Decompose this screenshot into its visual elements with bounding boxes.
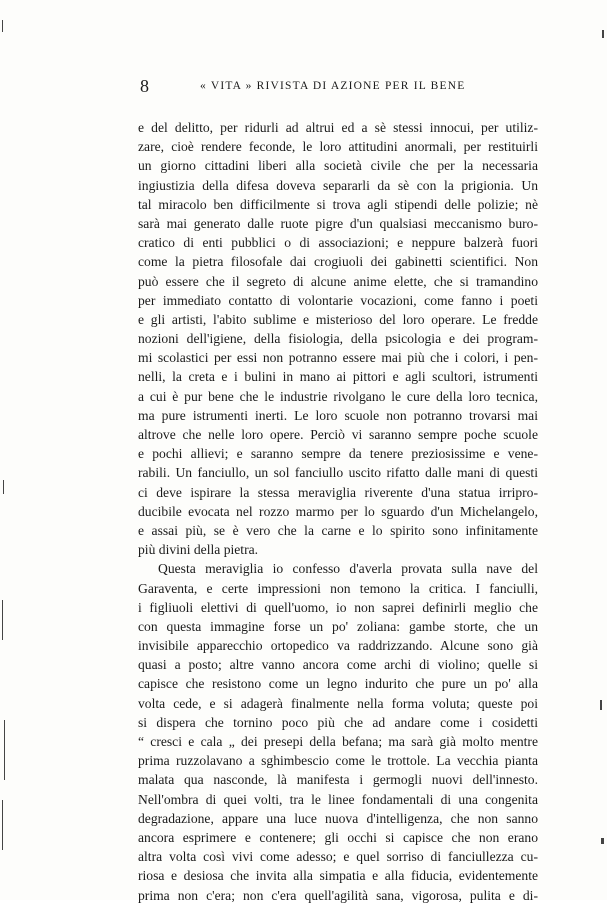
text-line: più divini della pietra. [138, 542, 259, 558]
text-line: “ cresci e cala „ dei presepi della befana; ma sarà già molto mentre [138, 734, 538, 749]
text-line: prima non c'era; non c'era quell'agilità sana, vigorosa, pulita e di- [138, 887, 538, 903]
text-line: nozioni dell'igiene, della fisiologia, della psicologia e dei program- [138, 331, 538, 347]
text-line: a cui è pur bene che le industrie rivolgano le cure della loro tecnica, [138, 388, 538, 404]
text-line: con questa immagine forse un po' zoliana: gambe storte, che un [138, 618, 538, 634]
scan-edge-mark [2, 800, 3, 850]
text-line: i figliuoli elettivi di quell'uomo, io non saprei definirli meglio che [138, 599, 538, 615]
scan-edge-mark [3, 480, 4, 494]
text-line: e del delitto, per ridurli ad altrui ed a sè stessi innocui, per utiliz- [138, 120, 538, 135]
text-line: sarà mai generato dalle ruote pigre d'un qualsiasi meccanismo buro- [138, 215, 538, 231]
page-number: 8 [140, 76, 149, 96]
text-line: ducibile evocata nel rozzo marmo per lo sguardo d'un Michelangelo, [138, 503, 538, 519]
text-line: altra volta così vivi come adesso; e quel sorriso di fanciullezza cu- [138, 849, 538, 865]
page-header [140, 76, 540, 96]
text-line: invisibile apparecchio ortopedico va raddrizzando. Alcune sono già [138, 638, 538, 654]
text-line: ingiustizia della difesa doveva separarli da sè con la prigionia. Un [138, 177, 538, 193]
text-line: volta cede, e si adagerà finalmente nella forma voluta; queste poi [138, 695, 538, 711]
scan-edge-mark [2, 600, 3, 640]
body-text [138, 118, 538, 905]
text-line: nelli, la creta e i bulini in mano ai pittori e agli scultori, istrumenti [138, 369, 538, 385]
text-line: e gli artisti, l'abito sublime e misterioso del loro operare. Le fredde [138, 311, 538, 327]
text-line: malata qua nasconde, là manifesta i germogli nuovi dell'innesto. [138, 772, 538, 788]
scan-edge-mark [600, 700, 602, 710]
text-line: un giorno cittadini liberi alla società civile che per la necessaria [138, 158, 538, 174]
text-line: ci deve ispirare la stessa meraviglia riverente d'una statua irripro- [138, 484, 538, 500]
text-line: si dispera che tornino poco più che ad andare come i cosidetti [138, 714, 538, 730]
text-line: riosa e desiosa che invita alla simpatia e alla fiducia, evidentemente [138, 868, 538, 884]
text-line: e assai più, se è vero che la carne e lo spirito sono infinitamente [138, 522, 538, 538]
scan-edge-mark [601, 838, 604, 844]
text-line: prima ruzzolavano a sghimbescio come le trottole. La vecchia pianta [138, 753, 538, 769]
text-line: quasi a posto; altre vanno ancora come archi di violino; quelle si [138, 657, 538, 673]
text-line: ma pure istrumenti inerti. Le loro scuole non potranno trovarsi mai [138, 407, 538, 423]
text-line: e pochi allievi; e saranno sempre da tenere preziosissime e vene- [138, 446, 538, 462]
text-line: tal miracolo ben difficilmente si trova agli stipendi delle polizie; nè [138, 196, 538, 212]
text-line: mi scolastici per essi non potranno essere mai più che i colori, i pen- [138, 350, 538, 366]
scan-edge-mark [4, 720, 5, 780]
text-line: cratico di enti pubblici o di associazioni; e neppure balzerà fuori [138, 235, 538, 251]
text-line: altrove che nelle loro opere. Perciò vi saranno sempre poche scuole [138, 427, 538, 442]
text-line: Garaventa, e certe impressioni non temono la critica. I fanciulli, [138, 580, 538, 596]
running-title: « VITA » RIVISTA DI AZIONE PER IL BENE [200, 80, 466, 92]
text-line: può essere che il segreto di alcune anime elette, che si tramandino [138, 273, 538, 289]
text-line: capisce che resistono come un legno indurito che pure un po' alla [138, 676, 538, 692]
text-line: ancora esprimere e contenere; gli occhi si capisce che non erano [138, 829, 538, 845]
text-line: rabili. Un fanciullo, un sol fanciullo uscito rifatto dalle mani di questi [138, 465, 538, 481]
text-line: degradazione, appare una luce nuova d'intelligenza, che non sanno [138, 810, 538, 826]
text-line: Nell'ombra di quei volti, tra le linee fondamentali di una congenita [138, 791, 538, 807]
text-line: come la pietra filosofale dai crogiuoli dei gabinetti scientifici. Non [138, 254, 538, 270]
scan-edge-mark [2, 20, 3, 32]
text-line: zare, cioè rendere feconde, le loro attitudini anormali, per restituirli [138, 139, 538, 155]
text-line: per immediato contatto di volontarie vocazioni, come fanno i poeti [138, 292, 538, 308]
scan-edge-mark [602, 30, 604, 38]
text-line: Questa meraviglia io confesso d'averla provata sulla nave del [158, 561, 538, 577]
